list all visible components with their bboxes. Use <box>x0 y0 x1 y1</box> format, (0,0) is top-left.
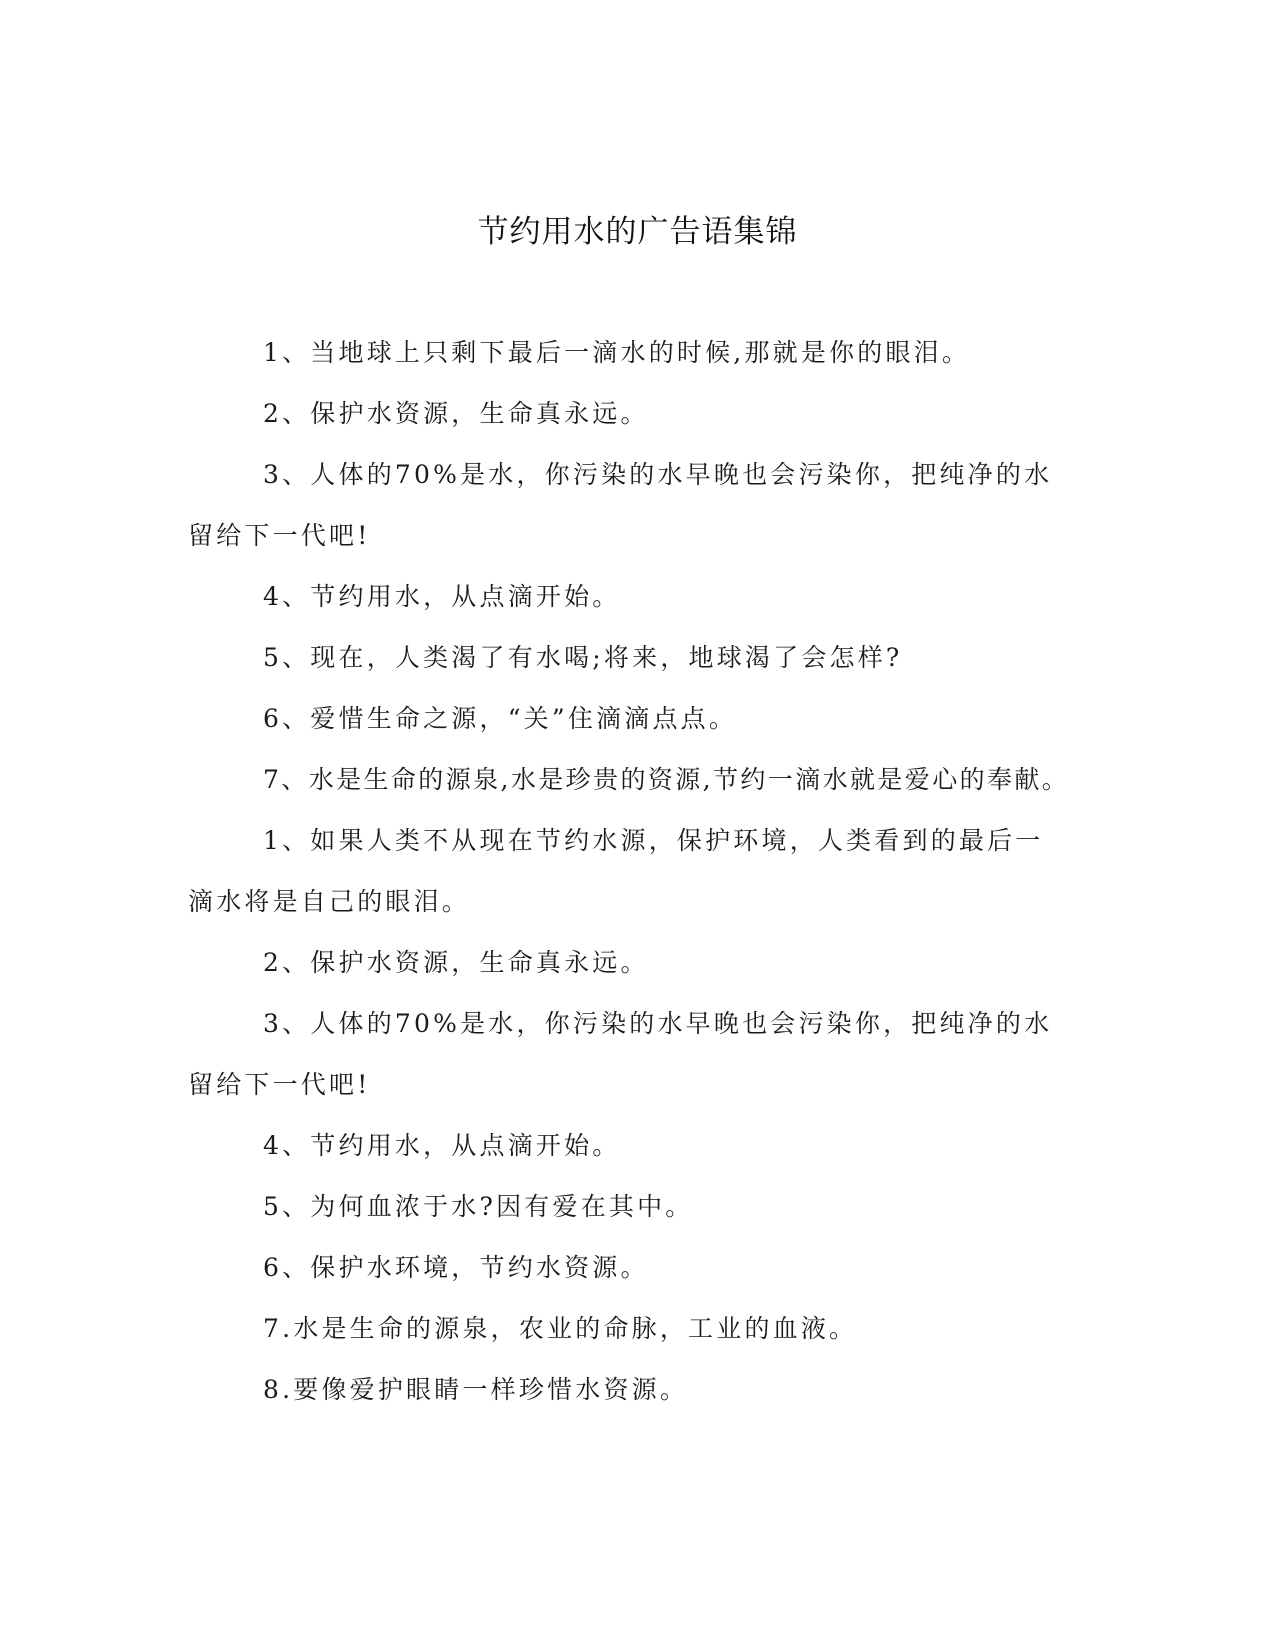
slogan-paragraph: 3、人体的70%是水，你污染的水早晚也会污染你，把纯净的水留给下一代吧! <box>188 460 1053 550</box>
document-body <box>188 322 1070 1420</box>
slogan-paragraph: 1、如果人类不从现在节约水源，保护环境，人类看到的最后一滴水将是自己的眼泪。 <box>188 826 1044 916</box>
slogan-paragraph: 5、为何血浓于水?因有爱在其中。 <box>263 1192 694 1221</box>
slogan-paragraph: 2、保护水资源，生命真永远。 <box>263 399 649 428</box>
slogan-paragraph: 6、保护水环境，节约水资源。 <box>263 1253 649 1282</box>
slogan-paragraph: 2、保护水资源，生命真永远。 <box>263 948 649 977</box>
slogan-paragraph: 6、爱惜生命之源，“关”住滴滴点点。 <box>263 704 738 733</box>
slogan-paragraph: 4、节约用水，从点滴开始。 <box>263 1131 621 1160</box>
slogan-paragraph: 8.要像爱护眼睛一样珍惜水资源。 <box>263 1375 689 1404</box>
slogan-paragraph: 7.水是生命的源泉，农业的命脉，工业的血液。 <box>263 1314 858 1343</box>
slogan-paragraph: 5、现在，人类渴了有水喝;将来，地球渴了会怎样? <box>263 643 903 672</box>
document-title: 节约用水的广告语集锦 <box>477 214 798 250</box>
slogan-paragraph: 7、水是生命的源泉,水是珍贵的资源,节约一滴水就是爱心的奉献。 <box>263 765 1070 794</box>
slogan-paragraph: 1、当地球上只剩下最后一滴水的时候,那就是你的眼泪。 <box>263 338 971 367</box>
slogan-paragraph: 4、节约用水，从点滴开始。 <box>263 582 621 611</box>
slogan-paragraph: 3、人体的70%是水，你污染的水早晚也会污染你，把纯净的水留给下一代吧! <box>188 1009 1053 1099</box>
